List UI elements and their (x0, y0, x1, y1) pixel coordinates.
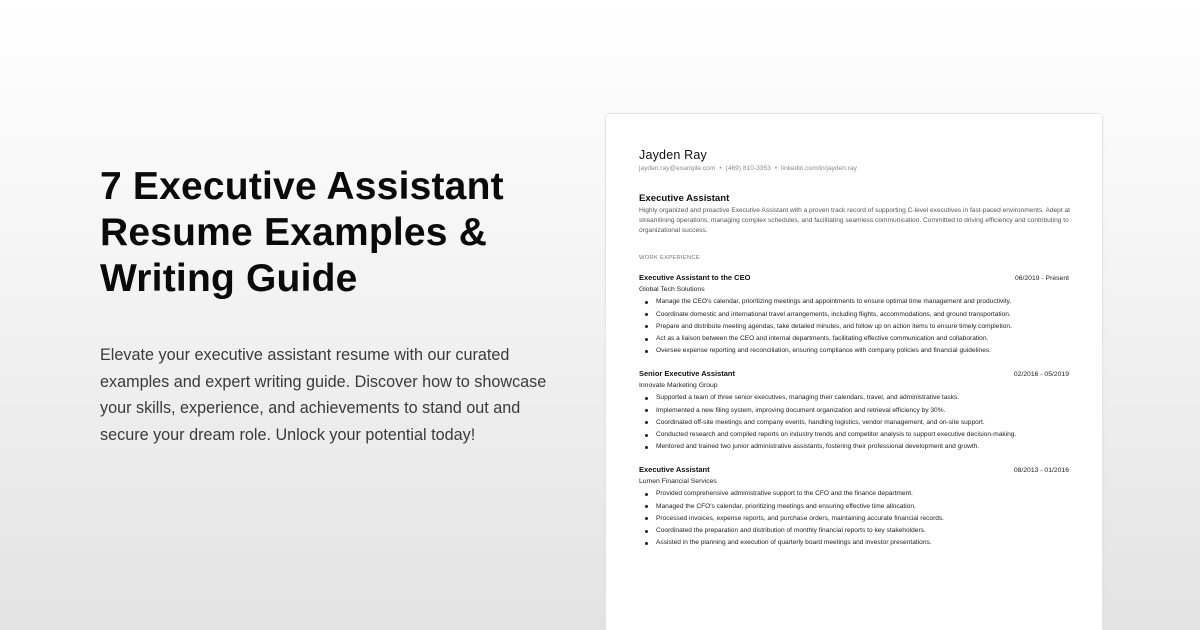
job-bullet: Provided comprehensive administrative support to the CFO and the finance department. (639, 488, 1051, 500)
job-bullet: Mentored and trained two junior administrative assistants, fostering their professional development and growth. (639, 441, 1059, 453)
job-bullet: Manage the CEO's calendar, prioritizing meetings and appointments to ensure optimal time management and productivity. (639, 296, 1051, 308)
resume-headline: Executive Assistant (639, 193, 730, 204)
page-title: 7 Executive Assistant Resume Examples & Writing Guide (100, 165, 504, 300)
job-bullet: Coordinated off-site meetings and company events, handling logistics, vendor management, and on-site support. (639, 417, 1059, 429)
job-bullet: Processed invoices, expense reports, and purchase orders, maintaining accurate financial records. (639, 513, 969, 525)
separator-dot: • (719, 165, 722, 172)
job-role: Executive Assistant to the CEO (639, 273, 751, 283)
resume-contact-line (639, 164, 1069, 173)
resume-preview-card (605, 113, 1103, 630)
job-role: Executive Assistant (639, 465, 710, 475)
resume-email: jayden.ray@example.com (639, 165, 716, 172)
job-dates: 08/2013 - 01/2016 (1013, 467, 1069, 475)
resume-phone: (469) 810-3353 (725, 165, 771, 172)
job-entry (639, 272, 1069, 357)
separator-dot: • (774, 165, 778, 172)
job-entry (639, 368, 1069, 453)
job-entry (639, 464, 1069, 549)
job-bullet: Coordinated the preparation and distribution of monthly financial reports to key stakeholders. (639, 525, 1051, 537)
job-bullet: Oversee expense reporting and reconciliation, ensuring compliance with company policies and financial guidelines. (639, 345, 1059, 357)
job-bullet: Supported a team of three senior executives, managing their calendars, travel, and administrative tasks. (639, 392, 1051, 404)
job-company: Global Tech Solutions (639, 286, 705, 294)
job-bullet: Prepare and distribute meeting agendas, take detailed minutes, and follow up on action items to ensure timely completion. (639, 321, 1051, 333)
job-bullet: Implemented a new filing system, improving document organization and retrieval efficiency by 30%. (639, 405, 1051, 417)
job-bullet: Managed the CFO's calendar, prioritizing meetings and ensuring effective time allocation. (639, 501, 1051, 513)
resume-name: Jayden Ray (639, 148, 708, 162)
section-heading-work-experience: WORK EXPERIENCE (639, 255, 700, 262)
job-dates: 06/2019 - Present (1014, 275, 1069, 283)
job-bullet: Coordinate domestic and international travel arrangements, including flights, accommodations, and ground transportation. (639, 309, 1051, 321)
page-description: Elevate your executive assistant resume with our curated examples and expert writing guide. Discover how to showcase your skills, experience, and achievements to stand out and secure your dream role. Unlock your potential today! (100, 346, 547, 444)
job-bullet: Act as a liaison between the CEO and internal departments, facilitating effective communication and collaboration. (639, 333, 1059, 345)
job-dates: 02/2016 - 05/2019 (1013, 371, 1069, 379)
job-company: Innovate Marketing Group (639, 382, 718, 390)
job-bullet: Assisted in the planning and execution of quarterly board meetings and investor presentations. (639, 537, 1051, 549)
job-bullet: Conducted research and compiled reports on industry trends and competitor analysis to support executive decision-making. (639, 429, 1019, 441)
job-company: Lumen Financial Services (639, 478, 717, 486)
hero-section (100, 164, 570, 448)
resume-summary: Highly organized and proactive Executive Assistant with a proven track record of supporting C-level executives in fast-paced environments. Adept at streamlining operations, managing complex schedules, and facilitating seamless communication. Committed to driving efficiency and contributing to organizational success. (639, 207, 1071, 234)
job-role: Senior Executive Assistant (639, 369, 736, 379)
resume-linkedin: linkedin.com/in/jayden.ray (781, 165, 857, 172)
